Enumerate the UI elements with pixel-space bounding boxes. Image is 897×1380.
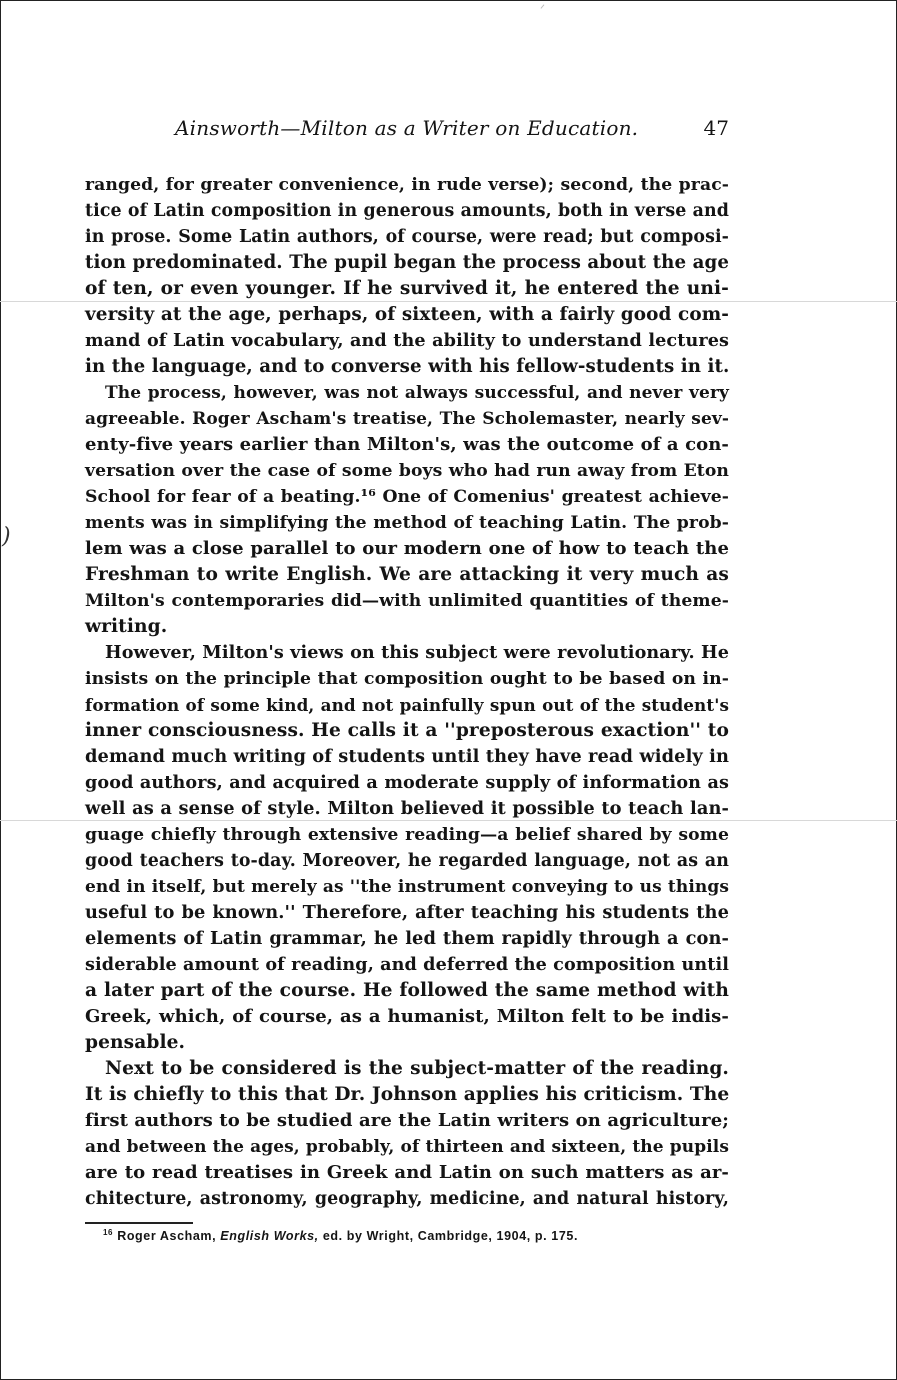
- text-line: and between the ages, probably, of thirteen and sixteen, the pupils: [85, 1137, 729, 1157]
- footnote-rule: [85, 1222, 193, 1224]
- text-line: guage chiefly through extensive reading—a belief shared by some: [85, 825, 729, 845]
- text-line: writing.: [85, 616, 168, 637]
- text-line: tice of Latin composition in generous amounts, both in verse and: [85, 201, 729, 221]
- text-line: It is chiefly to this that Dr. Johnson applies his criticism. The: [85, 1084, 730, 1105]
- text-line: tion predominated. The pupil began the process about the age: [85, 252, 729, 273]
- text-line: ments was in simplifying the method of teaching Latin. The prob-: [85, 513, 729, 533]
- text-line: ranged, for greater convenience, in rude verse); second, the prac-: [85, 175, 729, 195]
- text-line: Next to be considered is the subject-matter of the reading.: [105, 1058, 729, 1079]
- page-number: 47: [703, 116, 729, 140]
- footnote-mark: 16: [103, 1228, 114, 1237]
- text-line: However, Milton's views on this subject were revolutionary. He: [105, 642, 729, 663]
- text-line: Greek, which, of course, as a humanist, Milton felt to be indis-: [85, 1006, 729, 1027]
- body-text: [85, 172, 729, 1212]
- text-line: good authors, and acquired a moderate supply of information as: [85, 772, 729, 793]
- text-line: good teachers to-day. Moreover, he regarded language, not as an: [85, 851, 729, 871]
- text-line: demand much writing of students until they have read widely in: [85, 746, 730, 767]
- text-line: siderable amount of reading, and deferred the composition until: [85, 954, 730, 975]
- footnote: [103, 1228, 578, 1243]
- text-line: end in itself, but merely as ''the instrument conveying to us things: [85, 877, 729, 897]
- text-line: versation over the case of some boys who had run away from Eton: [85, 461, 729, 481]
- text-line: mand of Latin vocabulary, and the ability to understand lectures: [85, 330, 729, 351]
- footnote-work: English Works,: [220, 1229, 319, 1244]
- text-line: chitecture, astronomy, geography, medicine, and natural history,: [85, 1189, 729, 1209]
- text-line: Milton's contemporaries did—with unlimited quantities of theme-: [85, 591, 729, 611]
- text-line: in the language, and to converse with his fellow-students in it.: [85, 356, 730, 377]
- text-line: insists on the principle that composition ought to be based on in-: [85, 669, 729, 689]
- text-line: pensable.: [85, 1032, 186, 1053]
- text-line: elements of Latin grammar, he led them rapidly through a con-: [85, 928, 729, 949]
- text-line: inner consciousness. He calls it a ''preposterous exaction'' to: [85, 720, 729, 741]
- text-line: well as a sense of style. Milton believed it possible to teach lan-: [85, 798, 729, 819]
- text-line: School for fear of a beating.¹⁶ One of Comenius' greatest achieve-: [85, 487, 729, 507]
- text-line: in prose. Some Latin authors, of course, were read; but composi-: [85, 227, 729, 247]
- text-line: lem was a close parallel to our modern one of how to teach the: [85, 538, 729, 559]
- footnote-details: ed. by Wright, Cambridge, 1904, p. 175.: [322, 1229, 579, 1244]
- text-line: The process, however, was not always successful, and never very: [105, 383, 729, 403]
- text-line: versity at the age, perhaps, of sixteen, with a fairly good com-: [85, 304, 729, 325]
- footnote-author: Roger Ascham,: [117, 1229, 217, 1244]
- running-title: Ainsworth—Milton as a Writer on Education.: [175, 116, 639, 140]
- text-line: are to read treatises in Greek and Latin on such matters as ar-: [85, 1162, 729, 1183]
- text-line: first authors to be studied are the Latin writers on agriculture;: [85, 1110, 729, 1131]
- text-line: useful to be known.'' Therefore, after teaching his students the: [85, 902, 729, 923]
- text-line: formation of some kind, and not painfully spun out of the student's: [85, 695, 729, 715]
- text-line: of ten, or even younger. If he survived it, he entered the uni-: [85, 278, 729, 299]
- running-head: [85, 116, 729, 146]
- margin-mark: ): [2, 524, 11, 549]
- corner-mark: ᐟ: [540, 2, 546, 16]
- text-line: a later part of the course. He followed the same method with: [85, 980, 729, 1001]
- text-line: enty-five years earlier than Milton's, was the outcome of a con-: [85, 434, 729, 455]
- text-line: Freshman to write English. We are attacking it very much as: [85, 564, 729, 585]
- text-line: agreeable. Roger Ascham's treatise, The Scholemaster, nearly sev-: [85, 409, 729, 429]
